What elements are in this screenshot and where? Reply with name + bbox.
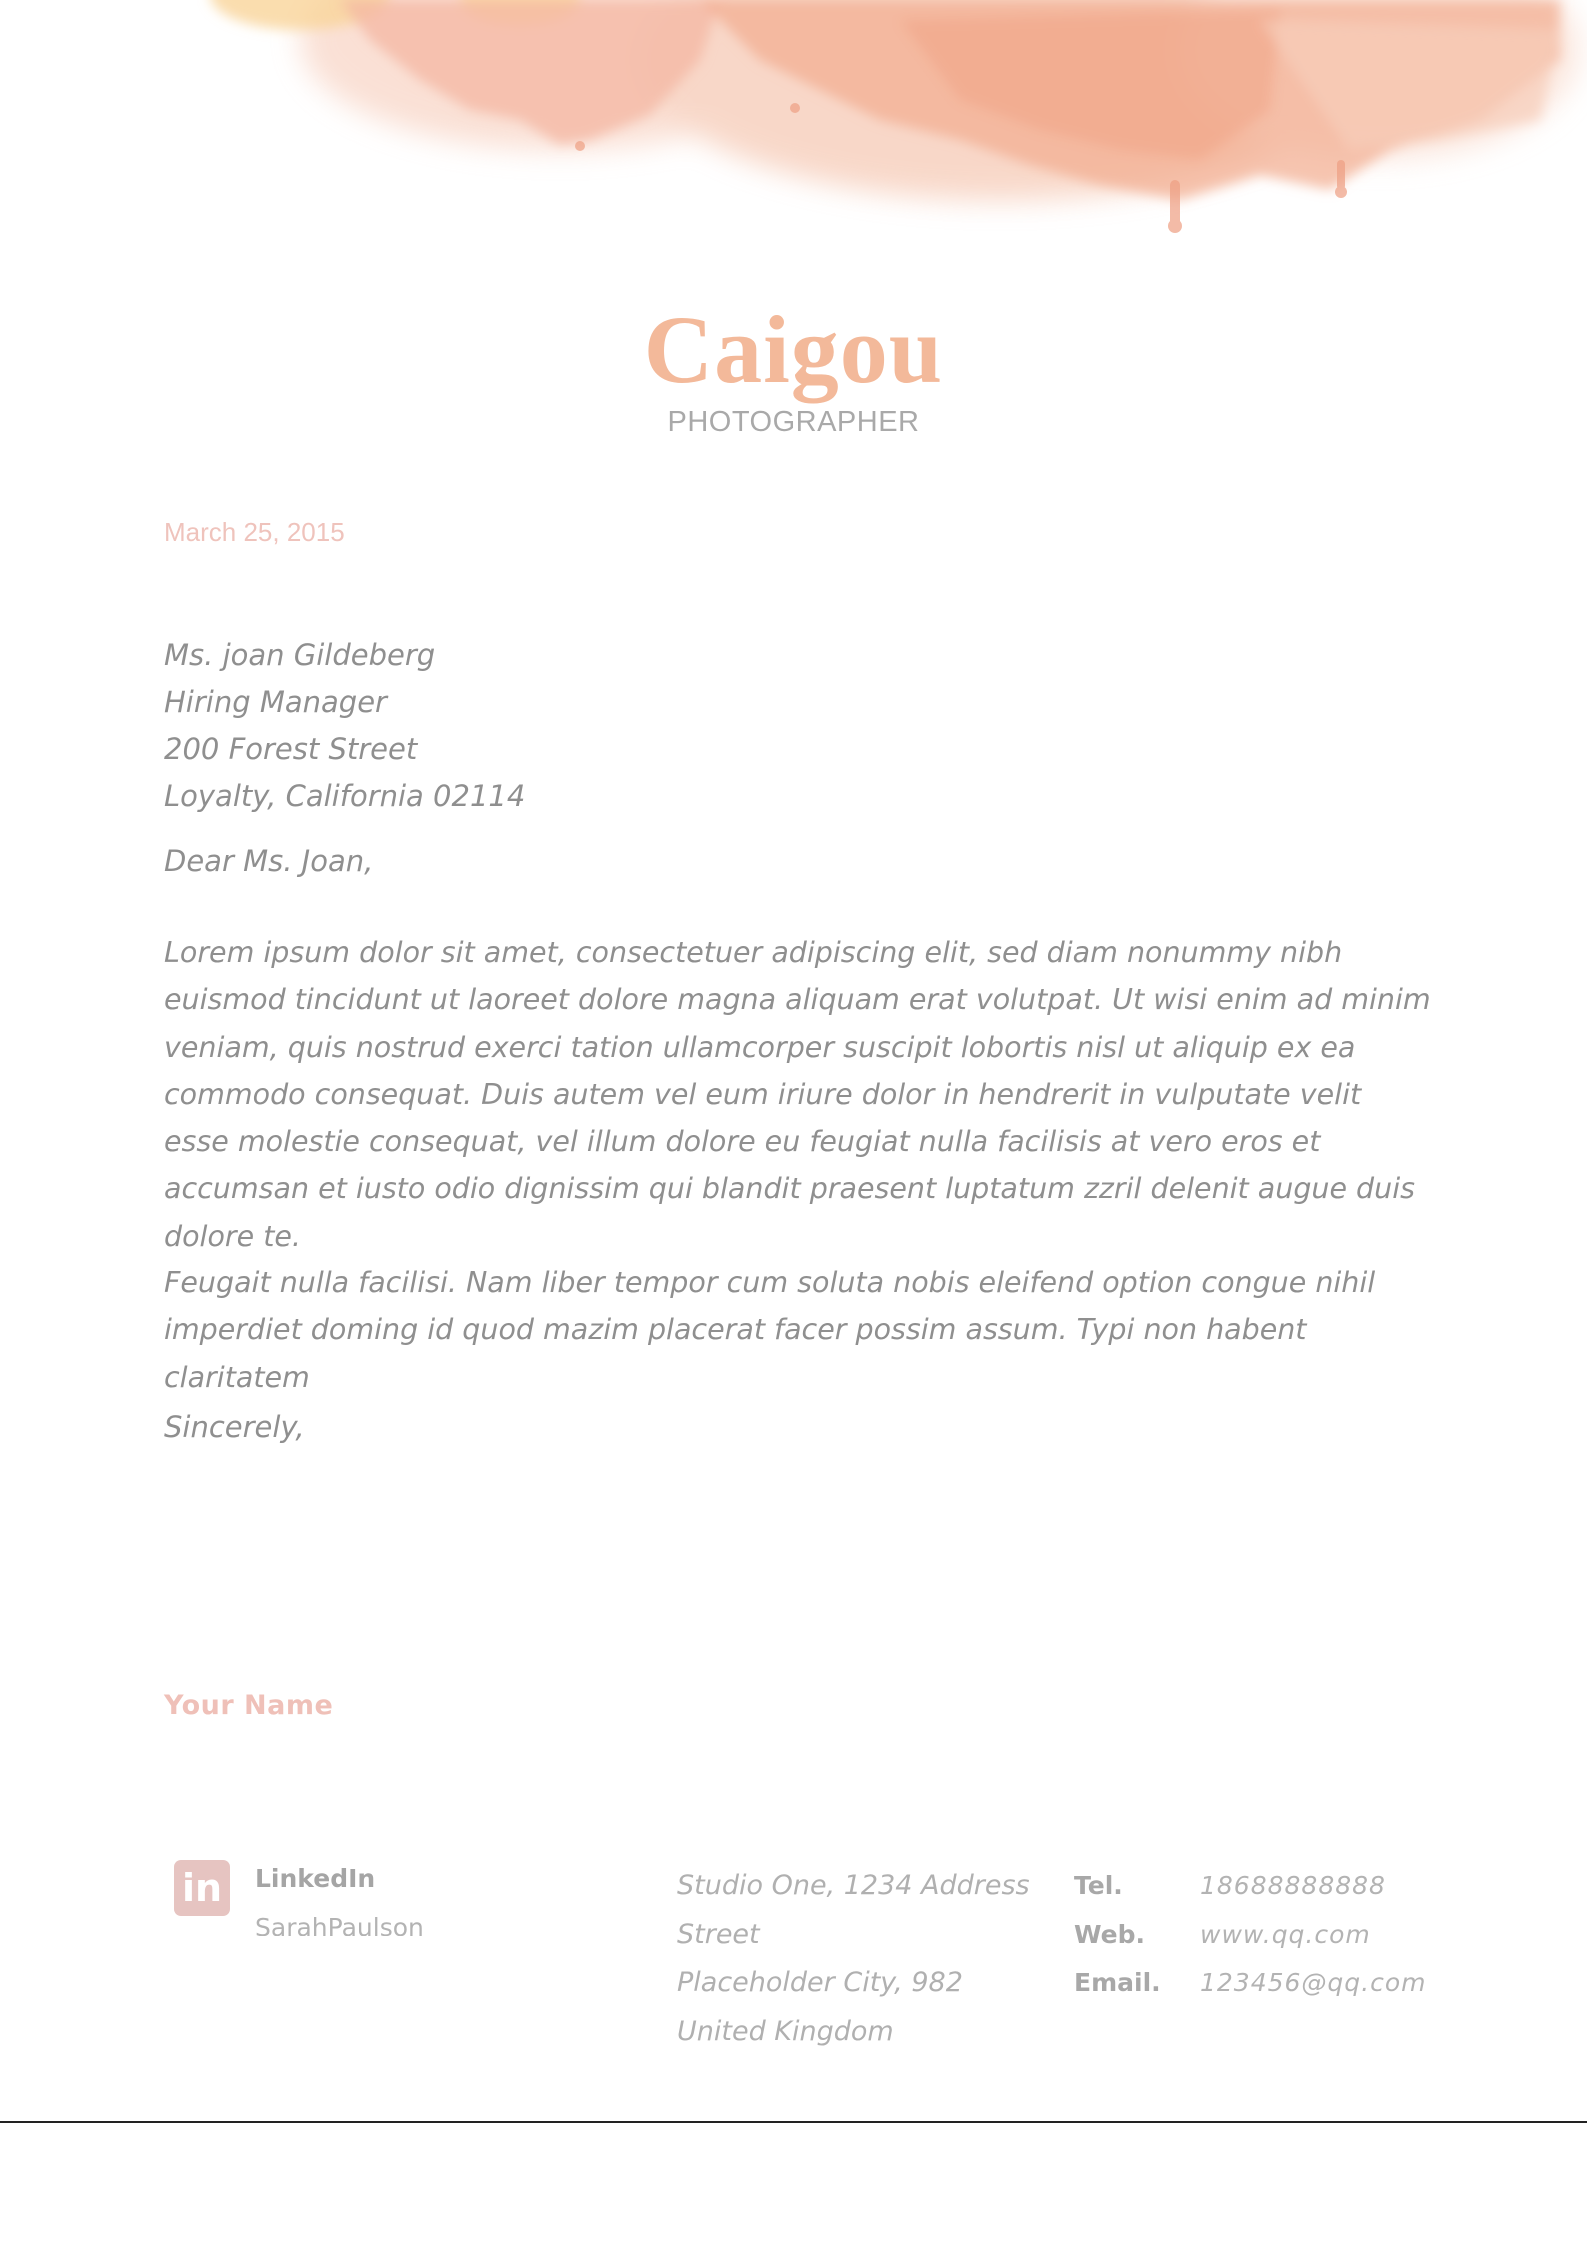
sender-address-line: Studio One, 1234 Address xyxy=(677,1870,1030,1901)
recipient-street: 200 Forest Street xyxy=(164,732,418,766)
contact-row-web xyxy=(1074,1911,1427,1960)
sender-address xyxy=(677,1862,1030,2056)
sender-address-line: Street xyxy=(677,1918,760,1950)
linkedin-icon[interactable]: in xyxy=(174,1860,230,1916)
page-bottom-rule xyxy=(0,2121,1587,2123)
brand-subtitle: PHOTOGRAPHER xyxy=(667,406,920,438)
linkedin-label: LinkedIn xyxy=(255,1864,376,1893)
body-paragraph: Lorem ipsum dolor sit amet, consectetuer adipiscing elit, sed diam nonummy nibh euismod tincidunt ut laoreet dolore magna aliquam erat volutpat. Ut wisi enim ad minim veniam, quis nostrud exerci tation ullamcorper suscipit lobortis nisl ut aliquip ex ea commodo consequat. Duis autem vel eum iriure dolor in hendrerit in vulputate velit esse molestie consequat, vel illum dolore eu feugiat nulla facilisis at vero eros et accumsan et iusto odio dignissim qui blandit praesent luptatum zzril delenit augue duis dolore te. xyxy=(164,936,1431,1253)
recipient-title: Hiring Manager xyxy=(164,685,387,719)
watercolor-header-decoration xyxy=(0,0,1587,260)
recipient-name: Ms. joan Gildeberg xyxy=(164,638,436,672)
contact-details xyxy=(1074,1862,1427,2008)
contact-label: Web. xyxy=(1074,1919,1146,1949)
letter-date: March 25, 2015 xyxy=(164,517,345,547)
linkedin-handle[interactable]: SarahPaulson xyxy=(255,1913,424,1936)
body-paragraph: Feugait nulla facilisi. Nam liber tempor cum soluta nobis eleifend option congue nihil imperdiet doming id quod mazim placerat facer possim assum. Typi non habent claritatem xyxy=(164,1266,1376,1394)
linkedin-handle-container xyxy=(255,1908,515,1936)
sender-address-line: Placeholder City, 982 xyxy=(677,1967,963,1998)
closing: Sincerely, xyxy=(164,1410,305,1444)
contact-row-tel xyxy=(1074,1862,1427,1911)
signature-name: Your Name xyxy=(164,1690,334,1721)
contact-row-email xyxy=(1074,1959,1427,2008)
brand-name: Caigou xyxy=(643,296,944,403)
contact-value[interactable]: 18688888888 xyxy=(1200,1871,1386,1900)
contact-value[interactable]: 123456@qq.com xyxy=(1200,1968,1427,1997)
contact-label: Email. xyxy=(1074,1968,1161,1997)
salutation: Dear Ms. Joan, xyxy=(164,844,374,878)
contact-value[interactable]: www.qq.com xyxy=(1200,1919,1371,1949)
sender-address-line: United Kingdom xyxy=(677,2015,894,2047)
recipient-city: Loyalty, California 02114 xyxy=(164,779,526,813)
recipient-address xyxy=(164,632,525,820)
contact-label: Tel. xyxy=(1074,1871,1123,1900)
